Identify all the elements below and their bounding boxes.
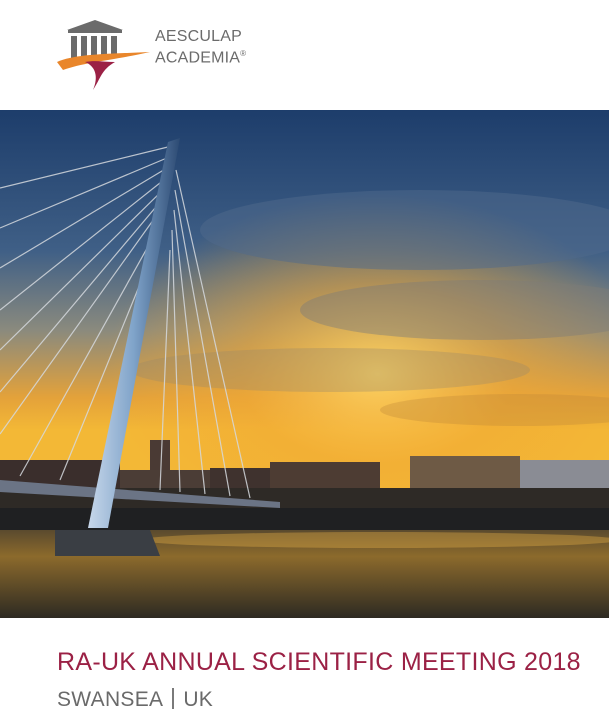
meeting-location bbox=[57, 688, 213, 712]
cable-stayed-bridge-at-sunset-photo bbox=[0, 110, 609, 618]
location-divider bbox=[172, 688, 174, 709]
meeting-title: RA-UK ANNUAL SCIENTIFIC MEETING 2018 bbox=[57, 648, 581, 676]
cover-photo bbox=[0, 110, 609, 618]
location-city: SWANSEA bbox=[57, 688, 164, 711]
registered-mark: ® bbox=[240, 49, 247, 58]
location-country: UK bbox=[183, 688, 214, 711]
logo-text bbox=[155, 28, 246, 66]
logo-line-2-text: ACADEMIA bbox=[155, 49, 241, 67]
columned-building-logo-icon bbox=[55, 18, 155, 98]
cover-footer bbox=[0, 618, 609, 724]
logo-line-2 bbox=[155, 45, 246, 66]
aesculap-academia-logo bbox=[55, 18, 255, 98]
header bbox=[0, 0, 609, 110]
logo-line-1: AESCULAP bbox=[155, 28, 242, 45]
